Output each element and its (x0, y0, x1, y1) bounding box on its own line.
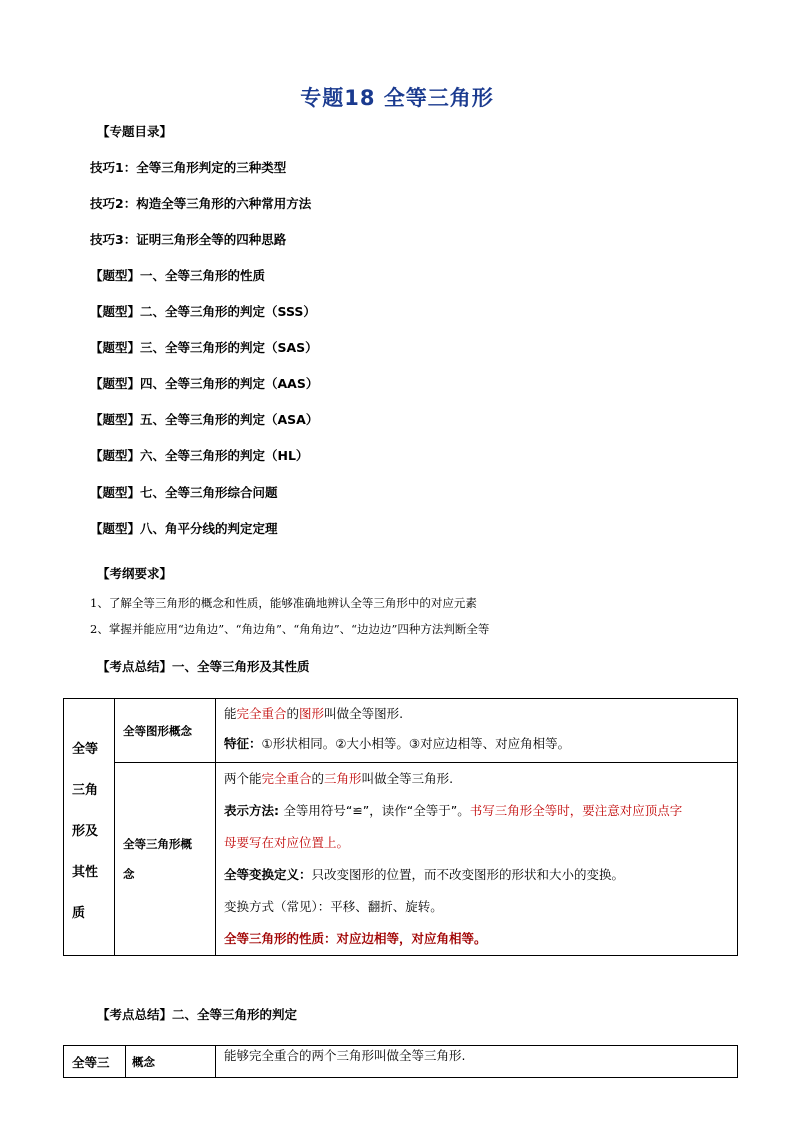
summary1-main-label: 全等 三角 形及 其性 质 (64, 699, 115, 956)
summary1-header: 【考点总结】一、全等三角形及其性质 (97, 659, 310, 674)
toc-item: 【题型】六、全等三角形的判定（HL） (90, 448, 309, 463)
summary2-col3: 能够完全重合的两个三角形叫做全等三角形. (216, 1046, 738, 1078)
row2-content: 两个能完全重合的三角形叫做全等三角形. 表示方法: 全等用符号“≌”，读作“全等于”。书写三角形全等时，要注意对应顶点字 母要写在对应位置上。 全等变换定义：只改变图形的位置，而不改变图形的形状和大小的变换。 变换方式（常见）：平移、翻折、旋转。 全等三角形的性质：对应边相等，对应角相等。 (216, 763, 738, 956)
toc-item: 【题型】一、全等三角形的性质 (90, 268, 266, 283)
toc-item: 技巧1：全等三角形判定的三种类型 (90, 160, 287, 175)
toc-item: 【题型】五、全等三角形的判定（ASA） (90, 412, 319, 427)
toc-item: 【题型】二、全等三角形的判定（SSS） (90, 304, 316, 319)
summary2-table (63, 1045, 738, 1078)
toc-item: 【题型】三、全等三角形的判定（SAS） (90, 340, 318, 355)
toc-item: 技巧2：构造全等三角形的六种常用方法 (90, 196, 312, 211)
summary2-header: 【考点总结】二、全等三角形的判定 (97, 1007, 298, 1022)
summary2-col2: 概念 (126, 1046, 216, 1078)
row1-content: 能完全重合的图形叫做全等图形. 特征：①形状相同。②大小相等。③对应边相等、对应角相等。 (216, 699, 738, 763)
requirements-header: 【考纲要求】 (97, 566, 173, 581)
page-title: 专题18 全等三角形 (300, 86, 494, 110)
toc-header: 【专题目录】 (97, 124, 173, 139)
requirement-item: 1、了解全等三角形的概念和性质，能够准确地辨认全等三角形中的对应元素 (90, 596, 477, 610)
row1-label: 全等图形概念 (115, 699, 216, 763)
summary2-col1: 全等三 (64, 1046, 126, 1078)
requirement-item: 2、掌握并能应用“边角边”、“角边角”、“角角边”、“边边边”四种方法判断全等 (90, 622, 490, 636)
toc-item: 技巧3：证明三角形全等的四种思路 (90, 232, 287, 247)
summary1-table (63, 698, 738, 956)
toc-item: 【题型】四、全等三角形的判定（AAS） (90, 376, 319, 391)
toc-item: 【题型】七、全等三角形综合问题 (90, 485, 278, 500)
row2-label: 全等三角形概 念 (115, 763, 216, 956)
toc-item: 【题型】八、角平分线的判定定理 (90, 521, 278, 536)
